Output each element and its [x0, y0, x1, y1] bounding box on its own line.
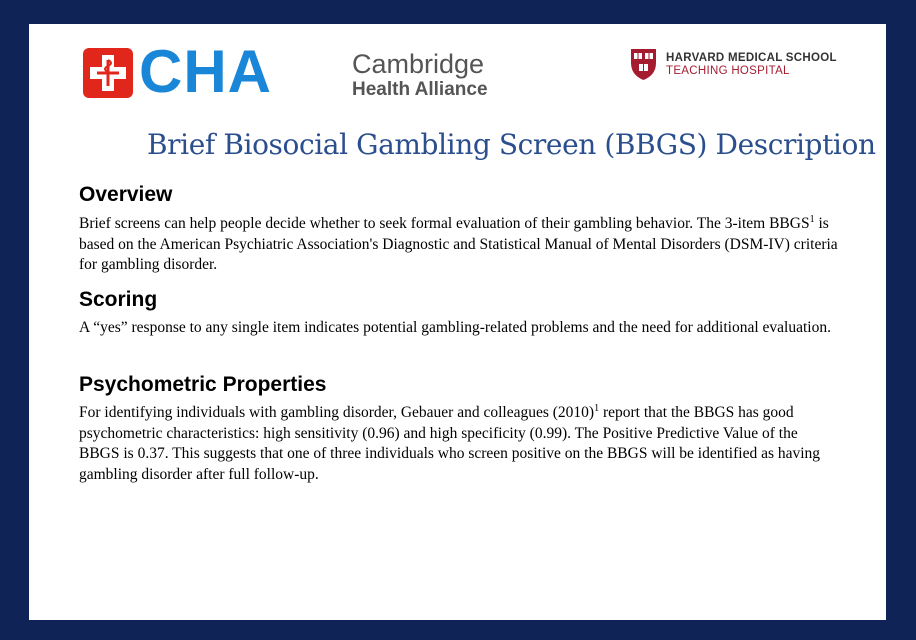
psychometric-footnote-ref: 1: [594, 402, 600, 414]
psychometric-text: [79, 403, 839, 485]
hms-name: [666, 52, 837, 78]
cha-name: [352, 50, 488, 101]
cha-name-line2: Health Alliance: [352, 79, 488, 100]
hms-line1: HARVARD MEDICAL SCHOOL: [666, 52, 837, 64]
psychometric-heading: Psychometric Properties: [79, 373, 327, 396]
page-title: Brief Biosocial Gambling Screen (BBGS) Description: [147, 128, 876, 161]
scoring-text: A “yes” response to any single item indicates potential gambling-related problems and the need for additional evaluation.: [79, 319, 831, 336]
overview-heading: Overview: [79, 183, 173, 206]
hms-line2: TEACHING HOSPITAL: [666, 65, 790, 77]
overview-text-a: Brief screens can help people decide whether to seek formal evaluation of their gambling behavior. The 3-item BBGS: [79, 215, 810, 232]
overview-footnote-ref: 1: [809, 213, 815, 225]
psychometric-text-b: report that the BBGS has good psychometric characteristics: high sensitivity (0.96) and high specificity (0.99). The Positive Predictive Value of the BBGS is 0.37. This suggests that one of three individuals who screen positive on the BBGS will be identified as having gambling disorder after full follow-up.: [79, 404, 821, 483]
red-cross-icon: [83, 48, 133, 98]
scoring-heading: Scoring: [79, 288, 158, 311]
cha-name-line1: Cambridge: [352, 49, 485, 79]
document-page: [29, 24, 886, 620]
overview-text: [79, 214, 839, 276]
cha-abbrev: CHA: [139, 38, 272, 105]
harvard-shield-icon: [630, 48, 657, 81]
psychometric-text-a: For identifying individuals with gambling disorder, Gebauer and colleagues (2010): [79, 404, 595, 421]
overview-text-b: is based on the American Psychiatric Association's Diagnostic and Statistical Manual of Mental Disorders (DSM-IV) criteria for gambling disorder.: [79, 215, 838, 273]
